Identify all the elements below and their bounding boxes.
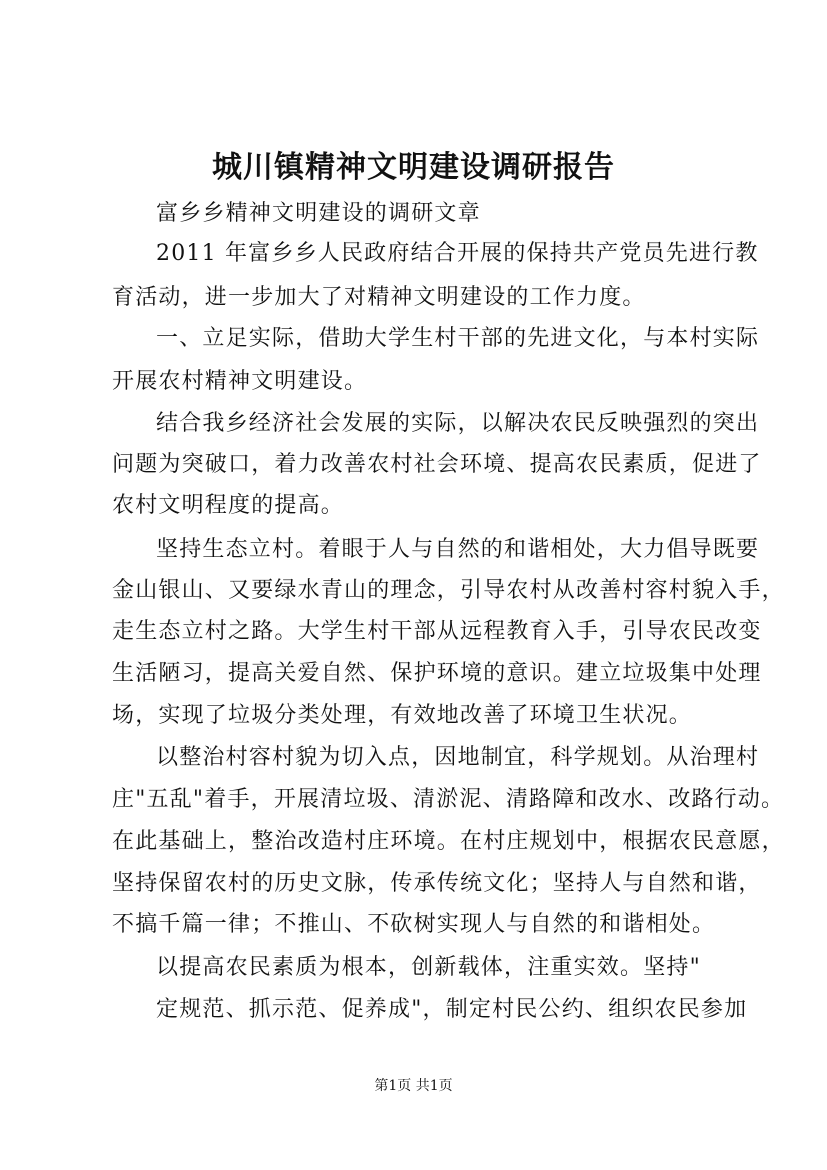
body-line: 坚持保留农村的历史文脉，传承传统文化；坚持人与自然和谐， [112,871,762,896]
body-line: 定规范、抓示范、促养成"，制定村民公约、组织农民参加 [156,997,748,1022]
body-line: 问题为突破口，着力改善农村社会环境、提高农民素质，促进了 [112,452,762,477]
body-line: 结合我乡经济社会发展的实际，以解决农民反映强烈的突出 [156,411,760,436]
body-line: 2011 年富乡乡人民政府结合开展的保持共产党员先进行教 [156,241,759,266]
body-line: 场，实现了垃圾分类处理，有效地改善了环境卫生状况。 [112,703,693,728]
body-line: 富乡乡精神文明建设的调研文章 [156,201,481,226]
body-line: 以整治村容村貌为切入点，因地制宜，科学规划。从治理村 [156,745,760,770]
body-line: 走生态立村之路。大学生村干部从远程教育入手，引导农民改变 [112,619,762,644]
document-title: 城川镇精神文明建设调研报告 [212,150,615,185]
body-line: 农村文明程度的提高。 [112,493,345,518]
body-line: 以提高农民素质为根本，创新载体，注重实效。坚持" [156,955,701,980]
body-line: 坚持生态立村。着眼于人与自然的和谐相处，大力倡导既要 [156,537,760,562]
body-line: 金山银山、又要绿水青山的理念，引导农村从改善村容村貌入手， [112,578,785,603]
body-line: 育活动，进一步加大了对精神文明建设的工作力度。 [112,285,646,310]
body-line: 在此基础上，整治改造村庄环境。在村庄规划中，根据农民意愿， [112,829,785,854]
body-line: 庄"五乱"着手，开展清垃圾、清淤泥、清路障和改水、改路行动。 [112,787,785,812]
body-line: 开展农村精神文明建设。 [112,369,368,394]
body-line: 生活陋习，提高关爱自然、保护环境的意识。建立垃圾集中处理 [112,661,762,686]
body-line: 不搞千篇一律；不推山、不砍树实现人与自然的和谐相处。 [112,912,716,937]
page-number-footer: 第1页 共1页 [374,1078,453,1094]
body-line: 一、立足实际，借助大学生村干部的先进文化，与本村实际 [156,326,760,351]
